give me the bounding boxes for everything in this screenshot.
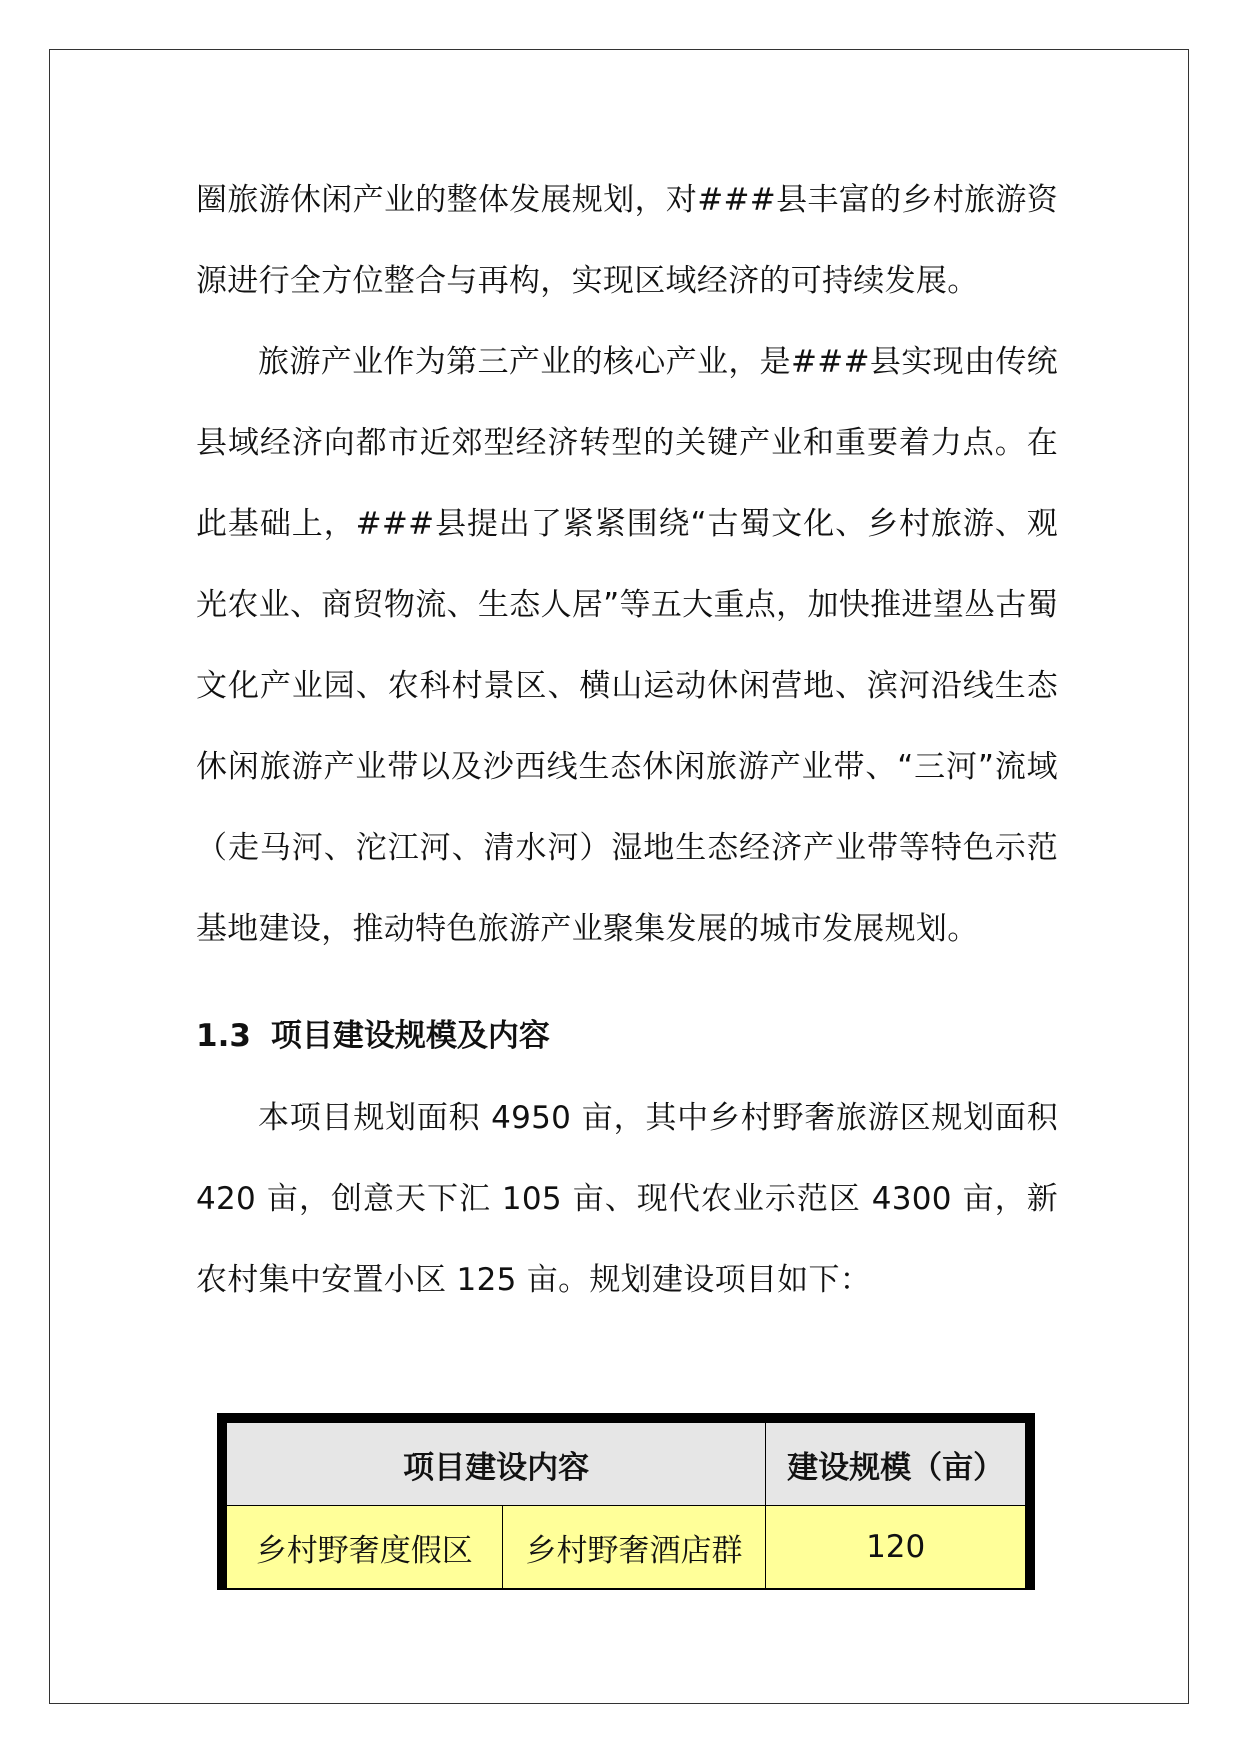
project-table-frame xyxy=(217,1413,1035,1590)
paragraph-tourism-industry: 旅游产业作为第三产业的核心产业，是###县实现由传统县域经济向都市近郊型经济转型的关键产业和重要着力点。在此基础上，###县提出了紧紧围绕“古蜀文化、乡村旅游、观光农业、商贸物流、生态人居”等五大重点，加快推进望丛古蜀文化产业园、农科村景区、横山运动休闲营地、滨河沿线生态休闲旅游产业带以及沙西线生态休闲旅游产业带、“三河”流域（走马河、沱江河、清水河）湿地生态经济产业带等特色示范基地建设，推动特色旅游产业聚集发展的城市发展规划。 xyxy=(196,344,1058,947)
paragraph-continued: 圈旅游休闲产业的整体发展规划，对###县丰富的乡村旅游资源进行全方位整合与再构，实现区域经济的可持续发展。 xyxy=(196,182,1058,299)
section-heading xyxy=(196,994,1058,1078)
paragraph-project-scale: 本项目规划面积 4950 亩，其中乡村野奢旅游区规划面积 420 亩，创意天下汇 105 亩、现代农业示范区 4300 亩，新农村集中安置小区 125 亩。规划建设项目如下： xyxy=(196,1100,1058,1298)
cell-scale: 120 xyxy=(766,1506,1026,1589)
section-title: 项目建设规模及内容 xyxy=(270,1018,550,1054)
cell-item: 乡村野奢酒店群 xyxy=(502,1506,766,1589)
section-number: 1.3 xyxy=(196,1018,251,1054)
cell-area: 乡村野奢度假区 xyxy=(227,1506,503,1589)
header-content: 项目建设内容 xyxy=(227,1423,766,1506)
table-row xyxy=(227,1506,1026,1589)
project-table xyxy=(226,1422,1026,1589)
document-body xyxy=(196,160,1058,1321)
table-header-row xyxy=(227,1423,1026,1506)
header-scale: 建设规模（亩） xyxy=(766,1423,1026,1506)
